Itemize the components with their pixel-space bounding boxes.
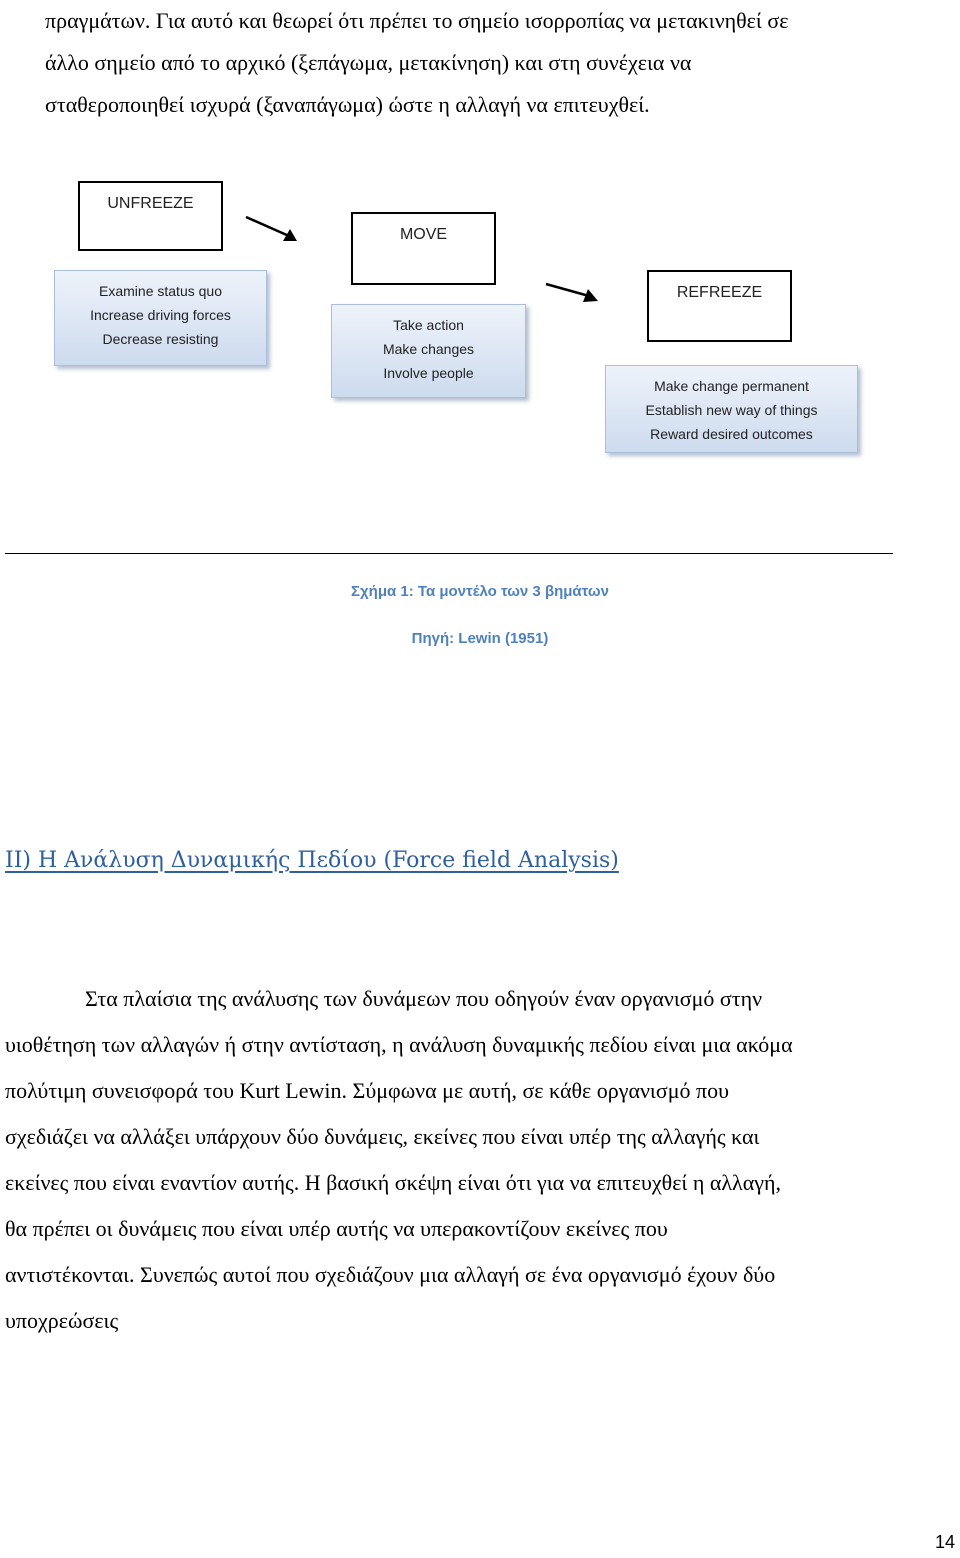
refreeze-title-box: [647, 270, 792, 342]
unfreeze-detail: Increase driving forces: [90, 307, 231, 323]
body-line: θα πρέπει οι δυνάμεις που είναι υπέρ αυτής να υπερακοντίζουν εκείνες που: [5, 1216, 668, 1241]
move-details-box: [331, 304, 526, 398]
figure-source: Πηγή: Lewin (1951): [411, 630, 549, 647]
body-line: υιοθέτηση των αλλαγών ή στην αντίσταση, η ανάλυση δυναμικής πεδίου είναι μια ακόμα: [5, 1032, 793, 1057]
refreeze-detail: Make change permanent: [654, 378, 809, 394]
move-detail: Involve people: [383, 365, 474, 381]
move-detail: Take action: [393, 317, 464, 333]
section-heading: II) Η Ανάλυση Δυναμικής Πεδίου (Force field Analysis): [5, 848, 619, 873]
figure-divider: [5, 553, 893, 554]
intro-paragraph: [45, 0, 945, 126]
arrow-icon: [243, 212, 303, 246]
body-line: Στα πλαίσια της ανάλυσης των δυνάμεων που οδηγούν έναν οργανισμό στην: [85, 986, 763, 1011]
unfreeze-title-box: [78, 181, 223, 251]
page-number: 14: [934, 1532, 955, 1552]
arrow-icon: [543, 280, 603, 308]
intro-line: σταθεροποιηθεί ισχυρά (ξαναπάγωμα) ώστε η αλλαγή να επιτευχθεί.: [45, 92, 650, 117]
body-paragraph: [5, 976, 960, 1344]
body-line: υποχρεώσεις: [5, 1308, 119, 1333]
unfreeze-detail: Examine status quo: [99, 283, 222, 299]
body-line: πολύτιμη συνεισφορά του Kurt Lewin. Σύμφωνα με αυτή, σε κάθε οργανισμό που: [5, 1078, 729, 1103]
unfreeze-title: UNFREEZE: [107, 195, 194, 212]
intro-line: άλλο σημείο από το αρχικό (ξεπάγωμα, μετακίνηση) και στη συνέχεια να: [45, 50, 692, 75]
intro-line: πραγμάτων. Για αυτό και θεωρεί ότι πρέπει το σημείο ισορροπίας να μετακινηθεί σε: [45, 8, 789, 33]
unfreeze-detail: Decrease resisting: [102, 331, 219, 347]
move-title: MOVE: [399, 226, 448, 243]
body-line: αντιστέκονται. Συνεπώς αυτοί που σχεδιάζουν μια αλλαγή σε ένα οργανισμό έχουν δύο: [5, 1262, 776, 1287]
refreeze-details-box: [605, 365, 858, 453]
unfreeze-details-box: [54, 270, 267, 366]
body-line: εκείνες που είναι εναντίον αυτής. Η βασική σκέψη είναι ότι για να επιτευχθεί η αλλαγή,: [5, 1170, 781, 1195]
move-title-box: [351, 212, 496, 285]
figure-caption: Σχήμα 1: Τα μοντέλο των 3 βημάτων: [351, 583, 609, 600]
refreeze-detail: Establish new way of things: [645, 402, 818, 418]
refreeze-detail: Reward desired outcomes: [650, 426, 813, 442]
move-detail: Make changes: [382, 341, 475, 357]
body-line: σχεδιάζει να αλλάξει υπάρχουν δύο δυνάμεις, εκείνες που είναι υπέρ της αλλαγής και: [5, 1124, 760, 1149]
refreeze-title: REFREEZE: [676, 284, 763, 301]
